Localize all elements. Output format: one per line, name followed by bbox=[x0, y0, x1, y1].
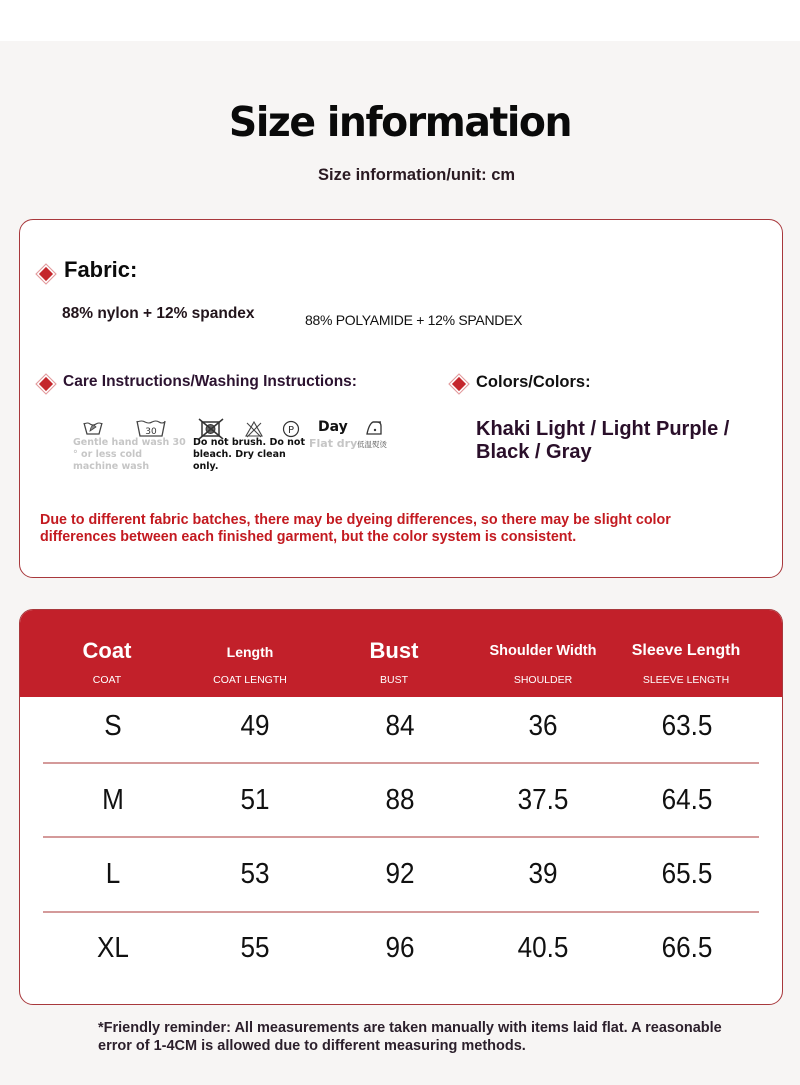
batch-color-note: Due to different fabric batches, there may be dyeing differences, so there may be slight color differences between each finished garment, but the color system is consistent. bbox=[40, 512, 671, 545]
care-instructions-label: Care Instructions/Washing Instructions: bbox=[63, 373, 357, 390]
cell-length: 55 bbox=[240, 932, 270, 964]
row-divider bbox=[43, 762, 759, 764]
row-divider bbox=[43, 836, 759, 838]
svg-text:30: 30 bbox=[145, 427, 157, 437]
cell-bust: 96 bbox=[385, 932, 415, 964]
flat-dry-text: Flat dry bbox=[309, 437, 358, 450]
page-title: Size information bbox=[228, 98, 572, 146]
cell-sleeve: 63.5 bbox=[661, 710, 713, 742]
colors-label: Colors/Colors: bbox=[476, 373, 591, 391]
do-not-bleach-icon bbox=[244, 420, 264, 438]
cell-shoulder: 40.5 bbox=[517, 932, 569, 964]
colors-value: Khaki Light / Light Purple / Black / Gray bbox=[476, 418, 730, 463]
cell-bust: 92 bbox=[385, 858, 415, 890]
cell-size: XL bbox=[97, 932, 129, 964]
cell-bust: 84 bbox=[385, 710, 415, 742]
svg-text:P: P bbox=[287, 425, 295, 436]
iron-low-text: 低温熨烫 bbox=[357, 440, 387, 449]
cell-sleeve: 65.5 bbox=[661, 858, 713, 890]
row-divider bbox=[43, 911, 759, 913]
cell-length: 49 bbox=[240, 710, 270, 742]
dry-clean-p-icon bbox=[282, 420, 300, 438]
cell-shoulder: 36 bbox=[528, 710, 558, 742]
cell-shoulder: 37.5 bbox=[517, 784, 569, 816]
machine-wash-30-icon bbox=[136, 419, 166, 437]
cell-length: 51 bbox=[240, 784, 270, 816]
cell-size: S bbox=[104, 710, 122, 742]
cell-size: M bbox=[102, 784, 124, 816]
cell-shoulder: 39 bbox=[528, 858, 558, 890]
wash-instruction-text: Gentle hand wash 30 ° or less cold machine wash bbox=[73, 437, 186, 472]
size-table bbox=[19, 609, 783, 1005]
cell-sleeve: 66.5 bbox=[661, 932, 713, 964]
day-label: Day bbox=[318, 419, 348, 435]
hand-wash-icon bbox=[82, 420, 104, 436]
fabric-value-en: 88% POLYAMIDE + 12% SPANDEX bbox=[305, 312, 523, 328]
cell-length: 53 bbox=[240, 858, 270, 890]
diamond-bullet-icon bbox=[39, 377, 53, 391]
iron-low-icon bbox=[365, 420, 383, 436]
dry-clean-instruction-text: Do not brush. Do not bleach. Dry clean only. bbox=[193, 437, 305, 472]
product-info-card bbox=[19, 219, 783, 578]
cell-size: L bbox=[105, 858, 121, 890]
top-white-band bbox=[0, 0, 800, 41]
fabric-value: 88% nylon + 12% spandex bbox=[62, 305, 255, 322]
cell-bust: 88 bbox=[385, 784, 415, 816]
fabric-label: Fabric: bbox=[64, 257, 138, 282]
diamond-bullet-icon bbox=[39, 267, 53, 281]
size-table-header: Coat COAT Length COAT LENGTH Bust BUST Shoulder Width SHOULDER Sleeve Length SLEEVE LENGTH bbox=[20, 610, 782, 697]
diamond-bullet-icon bbox=[452, 377, 466, 391]
page-subtitle: Size information/unit: cm bbox=[318, 166, 516, 184]
measurement-reminder: *Friendly reminder: All measurements are taken manually with items laid flat. A reasonable error of 1-4CM is allowed due to different measuring methods. bbox=[98, 1020, 722, 1054]
cell-sleeve: 64.5 bbox=[661, 784, 713, 816]
